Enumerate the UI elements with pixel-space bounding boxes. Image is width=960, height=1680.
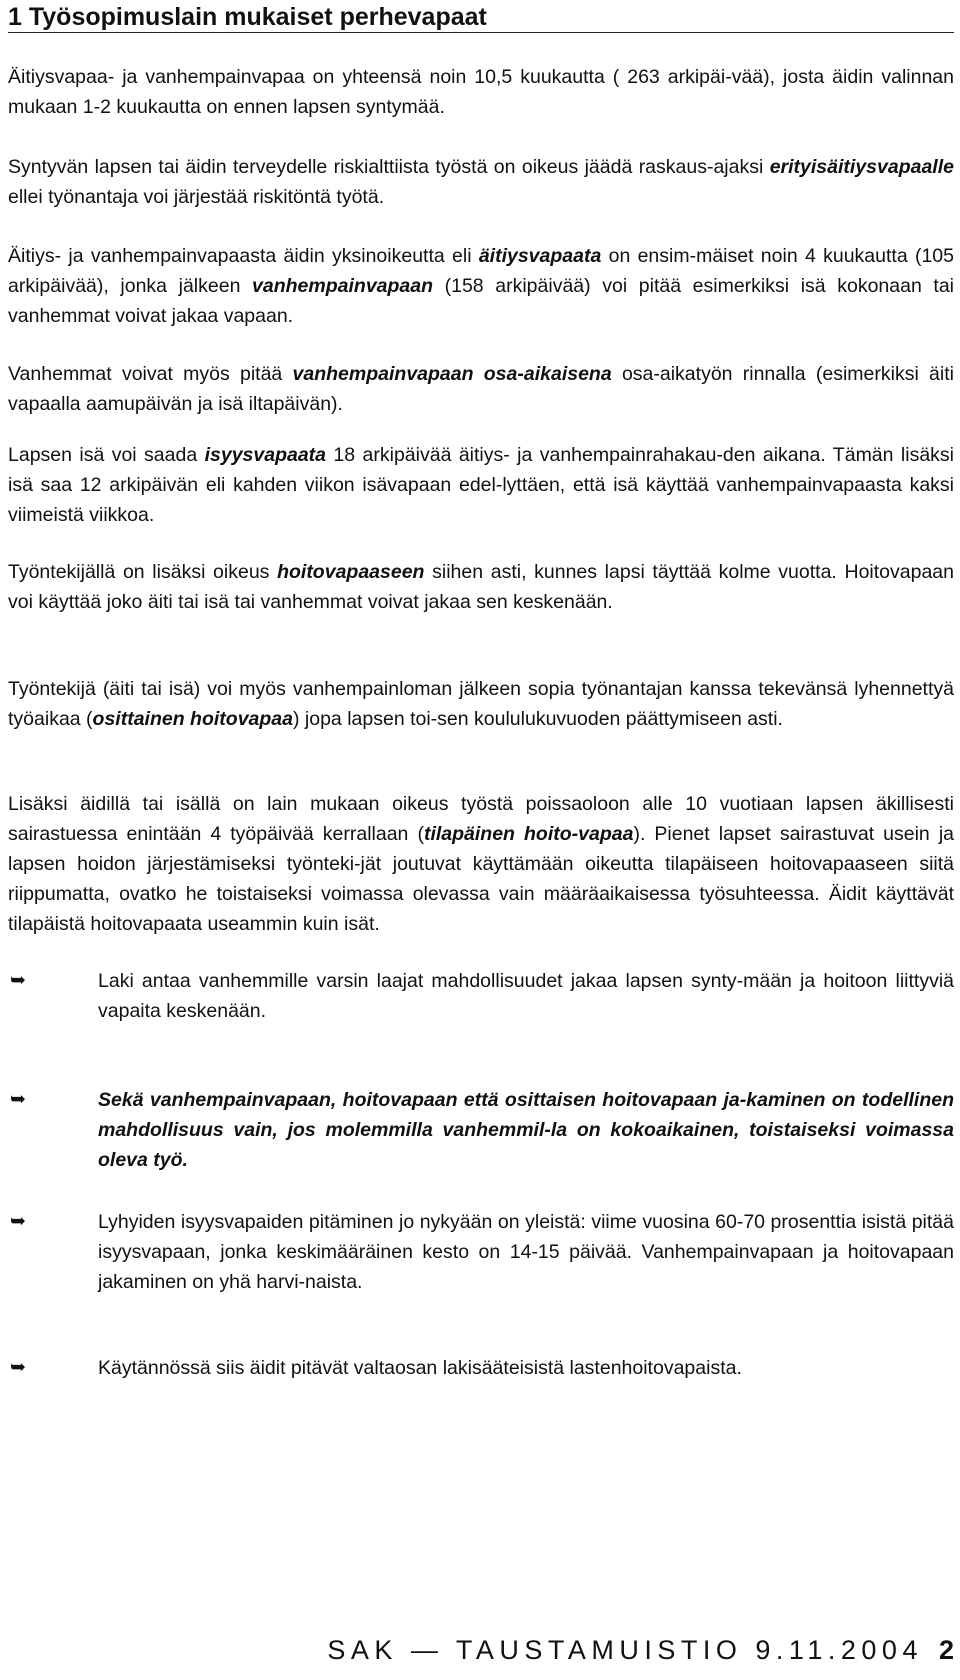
emphasis-term: isyysvapaata xyxy=(204,444,327,466)
emphasis-term: vanhempainvapaan xyxy=(252,275,434,297)
section-heading: 1 Työsopimuslain mukaiset perhevapaat xyxy=(8,0,954,33)
bullet-item xyxy=(8,966,954,1026)
paragraph-temporary-childcare-leave xyxy=(8,789,954,939)
arrow-bullet-icon: ➥ xyxy=(10,1089,26,1110)
text-run: Lapsen isä voi saada xyxy=(8,444,205,466)
bullet-text: Laki antaa vanhemmille varsin laajat mahdollisuudet jakaa lapsen synty-mään ja hoitoon liittyviä vapaita keskenään. xyxy=(98,970,954,1022)
text-run: on ensim-mäiset noin 4 kuukautta (105 arkipäivää), jonka jälkeen xyxy=(8,245,954,297)
text-run: 18 arkipäivää äitiys- ja vanhempainrahakau-den aikana. Tämän lisäksi isä saa 12 arkipäivän eli kahden viikon isävapaan edel-lyttäen, että isä käyttää vanhempainvapaasta kaksi viimeistä viikkoa. xyxy=(8,444,954,526)
text-run: ellei työnantaja voi järjestää riskitöntä työtä. xyxy=(8,186,385,208)
bullet-text: Käytännössä siis äidit pitävät valtaosan lakisääteisistä lastenhoitovapaista. xyxy=(98,1357,742,1379)
bullet-text: Sekä vanhempainvapaan, hoitovapaan että osittaisen hoitovapaan ja-kaminen on todellinen mahdollisuus vain, jos molemmilla vanhemmil-la on kokoaikainen, toistaiseksi voimassa oleva työ. xyxy=(98,1089,954,1171)
emphasis-term: erityisäitiysvapaalle xyxy=(769,156,954,178)
emphasis-term: tilapäinen hoito-vapaa xyxy=(423,823,634,845)
paragraph-paternity-leave xyxy=(8,440,954,530)
text-run: (158 arkipäivää) voi pitää esimerkiksi isä kokonaan tai vanhemmat voivat jakaa vapaan. xyxy=(8,275,954,327)
paragraph-maternity-overview: Äitiysvapaa- ja vanhempainvapaa on yhteensä noin 10,5 kuukautta ( 263 arkipäi-vää), josta äidin valinnan mukaan 1-2 kuukautta on ennen lapsen syntymää. xyxy=(8,66,954,118)
text-run: Työntekijä (äiti tai isä) voi myös vanhempainloman jälkeen sopia työnantajan kanssa tekevänsä lyhennettyä työaikaa ( xyxy=(8,678,954,730)
bullet-item xyxy=(8,1207,954,1297)
footer-text: SAK — TAUSTAMUISTIO 9.11.2004 xyxy=(327,1635,923,1665)
arrow-bullet-icon: ➥ xyxy=(10,1211,26,1232)
paragraph-part-time-parental xyxy=(8,359,954,419)
text-run: osa-aikatyön rinnalla (esimerkiksi äiti vapaalla aamupäivän ja isä iltapäivän). xyxy=(8,363,954,415)
arrow-bullet-icon: ➥ xyxy=(10,1357,26,1378)
text-run: Syntyvän lapsen tai äidin terveydelle riskialttiista työstä on oikeus jäädä raskaus-ajaksi xyxy=(8,156,770,178)
text-run: Työntekijällä on lisäksi oikeus xyxy=(8,561,278,583)
text-run: Lisäksi äidillä tai isällä on lain mukaan oikeus työstä poissaoloon alle 10 vuotiaan lapsen äkillisesti sairastuessa enintään 4 työpäivää kerrallaan ( xyxy=(8,793,954,845)
bullet-item xyxy=(8,1353,954,1383)
paragraph-maternity-exclusive xyxy=(8,241,954,331)
bullet-text: Lyhyiden isyysvapaiden pitäminen jo nykyään on yleistä: viime vuosina 60-70 prosenttia isistä pitää isyysvapaan, jonka keskimääräinen kesto on 14-15 päivää. Vanhempainvapaan ja hoitovapaan jakaminen on yhä harvi-naista. xyxy=(98,1211,954,1293)
paragraph-childcare-leave xyxy=(8,557,954,617)
paragraph-special-maternity-leave xyxy=(8,152,954,212)
text-run: Vanhemmat voivat myös pitää xyxy=(8,363,293,385)
text-run: siihen asti, kunnes lapsi täyttää kolme vuotta. Hoitovapaan voi käyttää joko äiti tai isä tai vanhemmat voivat jakaa sen keskenään. xyxy=(8,561,954,613)
emphasis-term: osittainen hoitovapaa xyxy=(92,708,293,730)
text-run: Äitiys- ja vanhempainvapaasta äidin yksinoikeutta eli xyxy=(8,245,479,267)
page-number: 2 xyxy=(938,1635,954,1665)
bullet-item xyxy=(8,1085,954,1175)
text-run: ) jopa lapsen toi-sen koululukuvuoden päättymiseen asti. xyxy=(293,708,783,730)
paragraph-partial-childcare-leave xyxy=(8,674,954,734)
emphasis-term: vanhempainvapaan osa-aikaisena xyxy=(292,363,612,385)
document-page xyxy=(8,0,954,1680)
page-footer xyxy=(327,1633,954,1667)
arrow-bullet-icon: ➥ xyxy=(10,970,26,991)
emphasis-term: hoitovapaaseen xyxy=(277,561,425,583)
emphasis-term: äitiysvapaata xyxy=(478,245,602,267)
text-run: ). Pienet lapset sairastuvat usein ja lapsen hoidon järjestämiseksi työnteki-jät joutuvat käyttämään oikeutta tilapäiseen hoitovapaaseen siitä riippumatta, ovatko he toistaiseksi voimassa olevassa vain määräaikaisessa työsuhteessa. Äidit käyttävät tilapäistä hoitovapaata useammin kuin isät. xyxy=(8,823,954,935)
